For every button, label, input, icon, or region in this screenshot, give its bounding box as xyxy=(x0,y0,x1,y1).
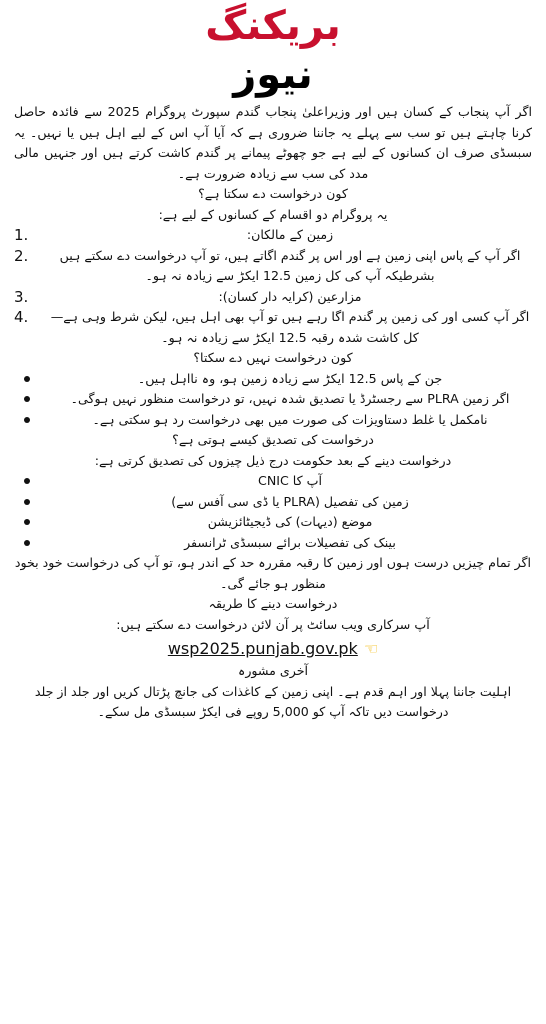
list-item xyxy=(14,389,532,410)
list-item-text: زمین کے مالکان: xyxy=(246,227,334,242)
masthead xyxy=(14,2,532,102)
bullet-icon xyxy=(24,376,30,382)
list-item-text: موضع (دیہات) کی ڈیجیٹائزیشن xyxy=(207,514,373,529)
website-link-row xyxy=(14,637,532,661)
section-apply-text: آپ سرکاری ویب سائٹ پر آن لائن درخواست دے سکتے ہیں: xyxy=(116,616,430,632)
bullet-icon xyxy=(24,499,30,505)
section-ineligible-heading: کون درخواست نہیں دے سکتا؟ xyxy=(193,350,353,365)
bullet-icon xyxy=(24,519,30,525)
section-apply-heading: درخواست دینے کا طریقہ xyxy=(208,596,338,611)
intro-paragraph: اگر آپ پنجاب کے کسان ہیں اور وزیراعلیٰ پنجاب گندم سپورٹ پروگرام 2025 سے فائدہ حاصل کرنا چاہتے ہیں تو سب سے پہلے یہ جاننا ضروری ہے کہ آیا آپ اس کے لیے اہل ہیں یا نہیں۔ یہ سبسڈی صرف ان کسانوں کے لیے ہے جو چھوٹے پیمانے پر گندم کاشت کرتے ہیں اور جنہیں مالی مدد کی سب سے زیادہ ضرورت ہے۔ xyxy=(14,104,532,181)
list-item xyxy=(14,369,532,390)
bullet-icon xyxy=(24,396,30,402)
list-item xyxy=(14,225,532,246)
list-item xyxy=(14,492,532,513)
bullet-icon xyxy=(24,417,30,423)
article-body xyxy=(14,102,532,723)
verification-list xyxy=(14,471,532,553)
section-eligible-subheading: یہ پروگرام دو اقسام کے کسانوں کے لیے ہے: xyxy=(158,206,388,222)
list-item-text: مزارعین (کرایہ دار کسان): xyxy=(218,288,362,304)
section-advice-heading: آخری مشورہ xyxy=(237,663,309,678)
list-item xyxy=(14,533,532,554)
list-item-text: زمین کی تفصیل (PLRA یا ڈی سی آفس سے) xyxy=(171,493,409,509)
list-item-text: بینک کی تفصیلات برائے سبسڈی ٹرانسفر xyxy=(184,534,396,550)
verification-closing: اگر تمام چیزیں درست ہوں اور زمین کا رقبہ مقررہ حد کے اندر ہو، تو آپ کی درخواست خود بخود منظور ہو جائے گی۔ xyxy=(14,555,532,591)
advice-paragraph: اہلیت جاننا پہلا اور اہم قدم ہے۔ اپنی زمین کے کاغذات کی جانچ پڑتال کریں اور جلد از جلد درخواست دیں تاکہ آپ کو 5,000 روپے فی ایکڑ سبسڈی مل سکے۔ xyxy=(34,683,512,719)
masthead-news: نیوز xyxy=(233,52,313,98)
list-item-text: اگر زمین PLRA سے رجسٹرڈ یا تصدیق شدہ نہیں، تو درخواست منظور نہیں ہوگی۔ xyxy=(70,391,510,406)
list-item xyxy=(14,246,532,287)
section-verification-subheading: درخواست دینے کے بعد حکومت درج ذیل چیزوں کی تصدیق کرتی ہے: xyxy=(94,452,452,468)
section-verification-heading: درخواست کی تصدیق کیسے ہوتی ہے؟ xyxy=(172,432,374,447)
bullet-icon xyxy=(24,540,30,546)
list-item-number: 3. xyxy=(14,287,29,306)
list-item-text: آپ کا CNIC xyxy=(258,473,322,488)
masthead-breaking: بریکنگ xyxy=(205,3,341,49)
website-link[interactable]: wsp2025.punjab.gov.pk xyxy=(167,639,358,658)
list-item-number: 4. xyxy=(14,308,29,326)
pointing-hand-icon: ☜ xyxy=(363,639,379,658)
list-item-text: نامکمل یا غلط دستاویزات کی صورت میں بھی درخواست رد ہو سکتی ہے۔ xyxy=(92,411,488,427)
list-item xyxy=(14,307,532,348)
list-item-text: اگر آپ کسی اور کی زمین پر گندم اگا رہے ہیں تو آپ بھی اہل ہیں، لیکن شرط وہی ہے— کل کاشت شدہ رقبہ 12.5 ایکڑ سے زیادہ نہ ہو۔ xyxy=(50,309,530,345)
list-item-number: 1. xyxy=(14,226,29,244)
section-eligible-heading: کون درخواست دے سکتا ہے؟ xyxy=(198,186,348,201)
list-item-text: اگر آپ کے پاس اپنی زمین ہے اور اس پر گندم اگاتے ہیں، تو آپ درخواست دے سکتے ہیں بشرطیکہ آپ کی کل زمین 12.5 ایکڑ سے زیادہ نہ ہو۔ xyxy=(59,247,521,283)
list-item xyxy=(14,471,532,492)
list-item xyxy=(14,287,532,308)
list-item-text: جن کے پاس 12.5 ایکڑ سے زیادہ زمین ہو، وہ نااہل ہیں۔ xyxy=(137,370,443,386)
eligible-list xyxy=(14,225,532,348)
ineligible-list xyxy=(14,369,532,431)
bullet-icon xyxy=(24,478,30,484)
list-item-number: 2. xyxy=(14,246,29,265)
list-item xyxy=(14,512,532,533)
list-item xyxy=(14,410,532,431)
